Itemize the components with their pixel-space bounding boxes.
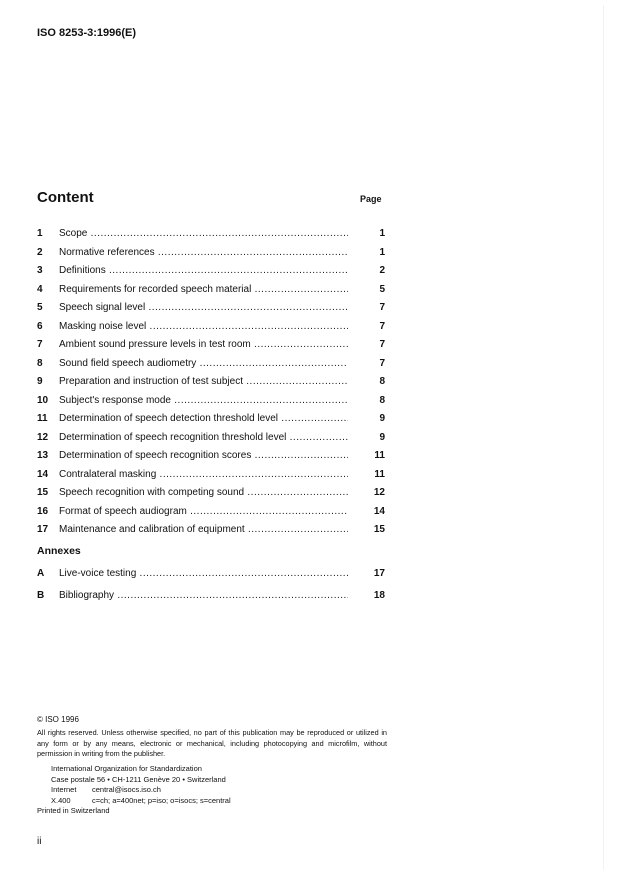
toc-entry-title: Ambient sound pressure levels in test room: [59, 339, 251, 350]
toc-entry-title: Normative references: [59, 246, 155, 258]
annex-entry-title: Bibliography: [59, 590, 115, 601]
toc-entry-number: 4: [37, 283, 43, 295]
toc-entry[interactable]: [37, 265, 385, 279]
toc-entry-title: Preparation and instruction of test subject: [59, 376, 243, 387]
toc-entry-page: 9: [379, 431, 385, 443]
toc-entry[interactable]: [37, 284, 385, 298]
toc-entry-title: Contralateral masking: [59, 468, 157, 480]
toc-entry-page: 8: [379, 376, 385, 387]
annex-entry-letter: B: [37, 590, 45, 601]
toc-entry-number: 1: [37, 228, 43, 239]
toc-entry[interactable]: [37, 321, 385, 335]
toc-entry-title: Maintenance and calibration of equipment: [59, 524, 245, 535]
printed-location: Printed in Switzerland: [37, 806, 110, 815]
toc-entry[interactable]: [37, 469, 385, 483]
toc-entry[interactable]: [37, 395, 385, 409]
publisher-address: Case postale 56 • CH-1211 Genève 20 • Switzerland: [51, 774, 226, 784]
toc-entry[interactable]: [37, 450, 385, 464]
toc-entry-title: Determination of speech recognition threshold level: [59, 431, 287, 443]
toc-entry-number: 13: [37, 450, 49, 461]
toc-entry-page: 1: [379, 246, 385, 258]
annex-entry-page: 17: [373, 568, 385, 579]
toc-entry-title: Masking noise level: [59, 320, 147, 332]
annex-entry-page: 18: [373, 590, 385, 601]
annex-entry-letter: A: [37, 568, 45, 579]
toc-entry-page: 1: [379, 228, 385, 239]
toc-entry-number: 15: [37, 487, 49, 498]
internet-contact: [51, 785, 231, 796]
publisher-name: International Organization for Standardization: [51, 764, 202, 773]
toc-entry-number: 9: [37, 376, 43, 387]
toc-entry-number: 17: [37, 524, 49, 535]
annex-entry-title: Live-voice testing: [59, 568, 137, 579]
toc-entry[interactable]: [37, 413, 385, 427]
toc-entry-page: 15: [373, 524, 385, 535]
rights-statement: All rights reserved. Unless otherwise specified, no part of this publication may be reproduced or utilized in any form or by any means, electronic or mechanical, including photocopying and microfilm, without permission in writing from the publisher.: [37, 728, 387, 758]
page-column-label: Page: [360, 194, 382, 204]
toc-entry-number: 7: [37, 339, 43, 350]
toc-entry-number: 11: [37, 413, 48, 424]
toc-entry-number: 16: [37, 505, 49, 517]
toc-entry[interactable]: [37, 339, 385, 353]
toc-entry-title: Determination of speech recognition scores: [59, 450, 252, 461]
toc-entry-number: 14: [37, 468, 49, 480]
internet-label: Internet: [51, 785, 77, 794]
x400-label: X.400: [51, 795, 71, 805]
copyright-notice: © ISO 1996: [37, 715, 79, 724]
toc-entry-number: 2: [37, 246, 43, 258]
toc-entry[interactable]: [37, 228, 385, 242]
toc-entry-number: 3: [37, 265, 43, 276]
toc-entry-page: 7: [379, 320, 385, 332]
toc-entry[interactable]: [37, 247, 385, 261]
toc-entry-title: Requirements for recorded speech material: [59, 283, 252, 295]
toc-entry-page: 14: [373, 505, 385, 517]
toc-entry-page: 8: [379, 394, 385, 406]
toc-entry-title: Speech recognition with competing sound: [59, 487, 245, 498]
toc-entry-title: Sound field speech audiometry: [59, 357, 197, 369]
annexes-heading: Annexes: [37, 545, 81, 557]
toc-entry[interactable]: [37, 506, 385, 520]
toc-entry[interactable]: [37, 432, 385, 446]
annex-entry[interactable]: [37, 590, 385, 604]
toc-entry-number: 12: [37, 431, 49, 443]
toc-entry-title: Speech signal level: [59, 302, 146, 313]
page-number: ii: [37, 836, 42, 847]
toc-entry-number: 10: [37, 394, 49, 406]
x400-contact: [51, 796, 231, 807]
toc-entry-title: Subject's response mode: [59, 394, 171, 406]
toc-entry[interactable]: [37, 524, 385, 538]
toc-entry-page: 5: [379, 283, 385, 295]
toc-entry-page: 7: [379, 302, 385, 313]
toc-entry-number: 8: [37, 357, 43, 369]
toc-entry-title: Determination of speech detection threshold level: [59, 413, 279, 424]
toc-entry-page: 7: [379, 357, 385, 369]
toc-entry-page: 9: [379, 413, 385, 424]
toc-entry-page: 2: [379, 265, 385, 276]
annex-entry[interactable]: [37, 568, 385, 582]
internet-address: central@isocs.iso.ch: [92, 785, 161, 794]
toc-entry-title: Scope: [59, 228, 88, 239]
toc-entry-number: 6: [37, 320, 43, 332]
document-identifier: ISO 8253-3:1996(E): [37, 27, 137, 39]
x400-address: c=ch; a=400net; p=iso; o=isocs; s=central: [92, 795, 231, 805]
toc-entry[interactable]: [37, 487, 385, 501]
toc-entry-page: 12: [373, 487, 385, 498]
toc-entry-page: 7: [379, 339, 385, 350]
toc-entry-title: Format of speech audiogram: [59, 505, 187, 517]
toc-title: Content: [37, 189, 94, 206]
toc-entry[interactable]: [37, 302, 385, 316]
toc-entry-page: 11: [374, 450, 385, 461]
toc-entry[interactable]: [37, 376, 385, 390]
toc-entry-number: 5: [37, 302, 43, 313]
publisher-contact: [51, 764, 231, 806]
toc-entry-title: Definitions: [59, 265, 106, 276]
margin-line: [603, 5, 604, 870]
toc-entry-page: 11: [374, 468, 385, 480]
toc-entry[interactable]: [37, 358, 385, 372]
